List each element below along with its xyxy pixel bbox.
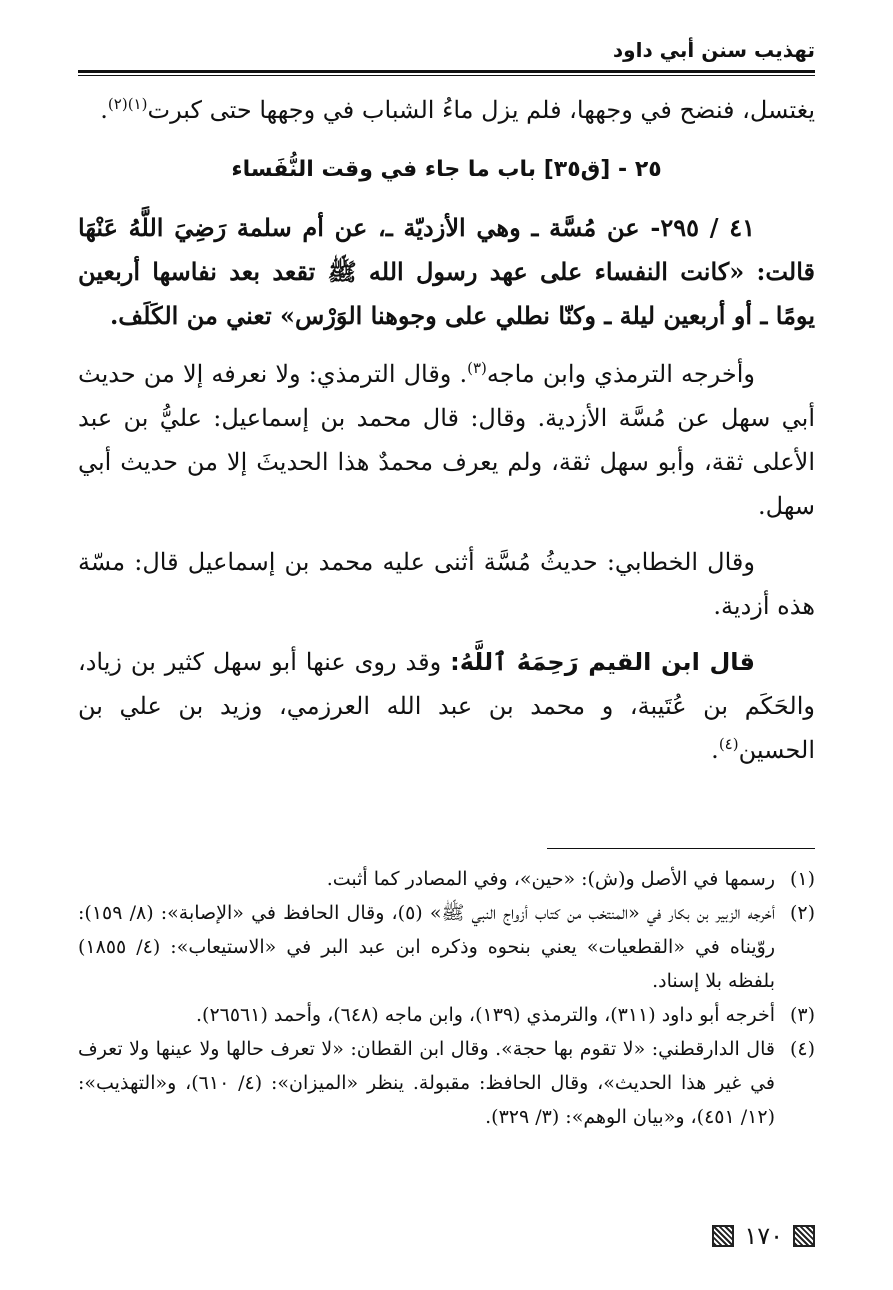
- footnote: [78, 896, 815, 998]
- hadith-paragraph: [78, 206, 815, 338]
- footnote-ref-4: (٤): [718, 735, 739, 753]
- footnote-text: قال الدارقطني: «لا تقوم بها حجة». وقال ابن القطان: «لا تعرف حالها ولا عينها ولا تعرف في غير هذا الحديث»، وقال الحافظ: مقبولة. ينظر «الميزان»: (٤/ ٦١٠)، و«التهذيب»: (١٢/ ٤٥١)، و«بيان الوهم»: (٣/ ٣٢٩).: [78, 1038, 775, 1128]
- page-footer: [712, 1222, 815, 1250]
- footnote-number: (١): [789, 868, 815, 890]
- book-title: تهذيب سنن أبي داود: [612, 38, 815, 62]
- ibn-qayyim-paragraph: قال ابن القيم رَحِمَهُ ٱللَّهُ: وقد روى عنها أبو سهل كثير بن زياد، والحَكَم بن عُتَيبة، و محمد بن عبد الله العرزمي، وزيد بن علي بن الحسين$^{(٤)}$.: [78, 648, 815, 764]
- footnote-ref-1: (١): [127, 95, 148, 113]
- footnote-text: أخرجه أبو داود (٣١١)، والترمذي (١٣٩)، وابن ماجه (٦٤٨)، وأحمد (٢٦٥٦١).: [195, 1004, 775, 1026]
- ibn-qayyim-label: قال ابن القيم رَحِمَهُ ٱللَّهُ:: [450, 648, 755, 676]
- commentary-paragraph-2: وقال الخطابي: حديثُ مُسَّة أثنى عليه محمد بن إسماعيل قال: مسّة هذه أزدية.: [78, 548, 815, 620]
- footnote-number: (٣): [789, 1004, 815, 1026]
- main-text: [78, 88, 815, 784]
- hadith-text: عن مُسَّة ـ وهي الأزديّة ـ، عن أم سلمة رَضِيَ اللَّهُ عَنْهَا قالت: «كانت النفساء على عهد رسول الله ﷺ تقعد بعد نفاسها أربعين يومًا ـ أو أربعين ليلة ـ وكنّا نطلي على وجوهنا الوَرْس» تعني من الكَلَف.: [78, 213, 815, 330]
- hadith-number: ٤١ / ٢٩٥-: [650, 213, 755, 242]
- footnote-text: رسمها في الأصل و(ش): «حين»، وفي المصادر كما أثبت.: [326, 868, 775, 890]
- running-header: [78, 38, 815, 72]
- footnote-number: (٢): [789, 902, 815, 924]
- footnote-ref-2: (٢): [107, 95, 128, 113]
- ornament-icon: [712, 1225, 734, 1247]
- footnote-ref-3: (٣): [467, 359, 487, 377]
- footnote: [78, 998, 815, 1032]
- footnote-separator: [547, 848, 815, 849]
- page-number: ١٧٠: [744, 1222, 783, 1250]
- continuation-paragraph: يغتسل، فنضح في وجهها، فلم يزل ماءُ الشباب في وجهها حتى كبرت$^{(١)(٢)}$.: [100, 95, 815, 124]
- footnotes: [78, 862, 815, 1134]
- header-rule-thick: [78, 70, 815, 73]
- commentary-paragraph-1: وأخرجه الترمذي وابن ماجه$^{(٣)}$. وقال الترمذي: ولا نعرفه إلا من حديث أبي سهل عن مُسَّة الأزدية. وقال: قال محمد بن إسماعيل: عليُّ بن عبد الأعلى ثقة، وأبو سهل ثقة، ولم يعرف محمدٌ هذا الحديثَ إلا من حديث أبي سهل.: [78, 359, 815, 520]
- chapter-heading: ٢٥ - [ق٣٥] باب ما جاء في وقت النُّفَساء: [231, 157, 662, 182]
- footnote: [78, 1032, 815, 1134]
- header-rule-thin: [78, 75, 815, 76]
- ornament-icon: [793, 1225, 815, 1247]
- footnote: [78, 862, 815, 896]
- footnote-number: (٤): [789, 1038, 815, 1060]
- footnote-text: أخرجه الزبير بن بكار في «المنتخب من كتاب أزواج النبي ﷺ» (٥)، وقال الحافظ في «الإصابة»: (٨/ ١٥٩): روّيناه في «القطعيات» يعني بنحوه وذكره ابن عبد البر في «الاستيعاب»: (٤/ ١٨٥٥) بلفظه بلا إسناد.: [78, 902, 775, 992]
